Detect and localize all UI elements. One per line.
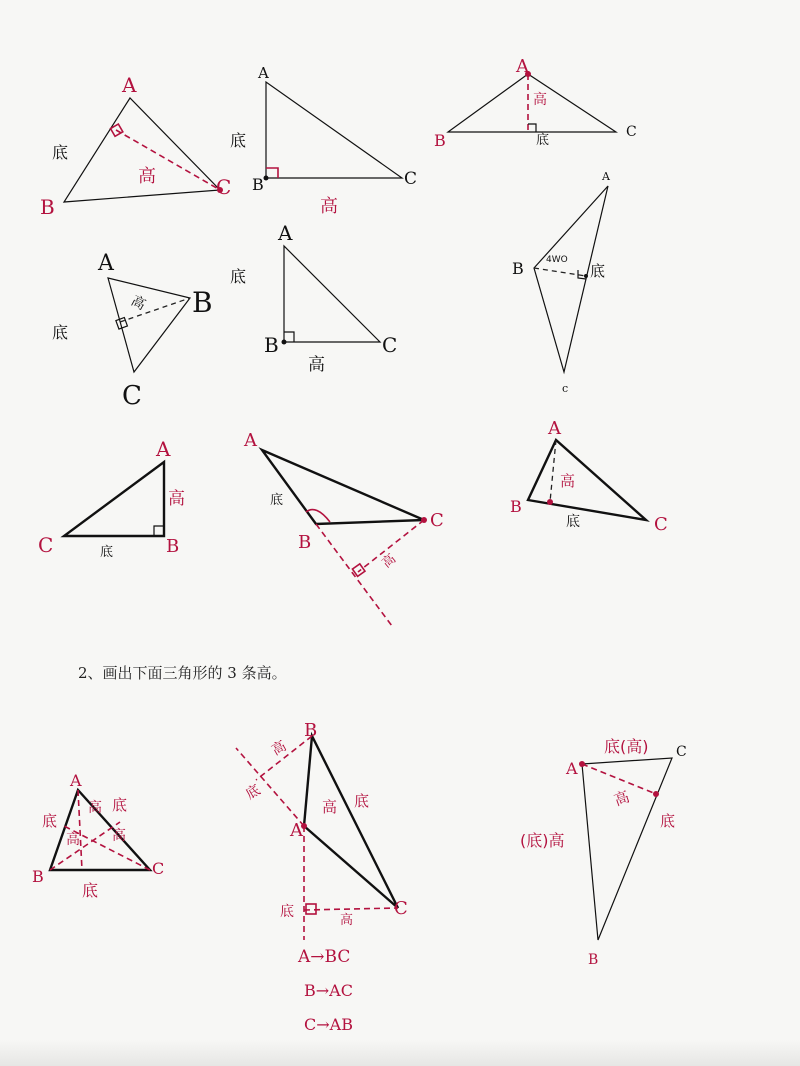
vertex-label: C [394, 898, 408, 919]
vertex-label: C [404, 169, 418, 189]
vertex-label: B [40, 195, 55, 219]
height-label: 高 [66, 832, 80, 848]
vertex-label: A [602, 170, 610, 183]
figure-4 [52, 251, 213, 411]
height-label: 高 [560, 472, 576, 490]
note-1: A→BC [298, 947, 351, 967]
base-label: 底 [82, 881, 99, 900]
vertex-label: B [434, 131, 446, 150]
figure-8 [243, 430, 444, 626]
vertex-label: A [156, 437, 171, 461]
vertex-label: B [304, 720, 318, 741]
figure-9 [510, 418, 668, 535]
height-label: 高 [533, 92, 547, 108]
vertex-label: A [98, 251, 114, 276]
height-label: 高 [322, 798, 338, 816]
height-label: 高 [269, 738, 290, 759]
figure-5 [230, 221, 397, 375]
vertex-label: A [122, 73, 137, 97]
vertex-label: C [152, 859, 165, 878]
vertex-label: A [290, 820, 303, 841]
base-label: 底 [566, 514, 580, 530]
base-label: 底 [52, 323, 69, 342]
base-label: 底 [230, 267, 247, 286]
vertex-label: A [516, 56, 529, 77]
vertex-label: B [264, 333, 279, 357]
height-label: 高 [340, 913, 354, 928]
figure-6 [512, 170, 611, 395]
figure-3 [434, 56, 637, 150]
vertex-label: B [510, 497, 522, 516]
vertex-label: C [38, 533, 54, 557]
height-label: 高 [138, 166, 156, 187]
q2-figure-c [520, 737, 687, 968]
vertex-label: A [278, 221, 293, 245]
height-label: 高 [168, 489, 185, 509]
height-label: 高 [611, 787, 632, 810]
height-label: 高 [112, 828, 126, 844]
base-label: 底 [280, 904, 294, 920]
q2-figure-a [32, 771, 164, 900]
vertex-label: A [566, 759, 578, 778]
height-label: 高 [88, 800, 102, 816]
vertex-label: B [512, 259, 524, 278]
base-height-label: 底(高) [604, 737, 649, 756]
base-label: 底 [100, 545, 114, 560]
vertex-label: B [192, 286, 213, 319]
base-label: 底 [536, 133, 550, 148]
base-label: 底 [354, 792, 370, 810]
base-label: 底 [660, 812, 676, 830]
figure-7 [38, 437, 185, 560]
vertex-label: C [382, 333, 398, 357]
base-label: 底 [42, 812, 58, 830]
height-label: 高 [308, 355, 325, 375]
vertex-label: B [32, 867, 44, 886]
base-label: 底 [590, 262, 606, 280]
vertex-label: C [122, 381, 142, 411]
vertex-label: C [626, 124, 637, 140]
vertex-label: B [588, 952, 599, 968]
vertex-label: C [216, 175, 232, 199]
base-label: 底 [112, 796, 128, 814]
height-label: 高 [379, 551, 399, 572]
vertex-label: C [430, 510, 444, 531]
vertex-label: C [676, 744, 687, 760]
base-label: 底 [52, 143, 69, 162]
vertex-label: A [548, 418, 561, 439]
vertex-label: B [252, 175, 264, 194]
vertex-label: A [258, 64, 269, 82]
vertex-label: A [70, 771, 82, 790]
vertex-label: A [244, 430, 257, 451]
vertex-label: B [166, 536, 180, 557]
question-2-heading: 2、画出下面三角形的 3 条高。 [78, 664, 287, 682]
figure-2 [230, 64, 417, 217]
vertex-label: c [562, 382, 569, 395]
note-2: B→AC [304, 981, 353, 1000]
base-label: 底 [243, 782, 264, 803]
vertex-label: C [654, 514, 668, 535]
unclear-label: 4WO [546, 255, 568, 265]
q2-notes [297, 947, 353, 1034]
height-label: 高 [128, 292, 149, 314]
figure-1 [40, 73, 231, 219]
height-label: 高 [320, 196, 338, 217]
q2-figure-b [236, 720, 408, 940]
page-edge-shadow [0, 1040, 800, 1066]
paren-base-height-label: (底)高 [520, 831, 565, 850]
vertex-label: B [298, 532, 312, 553]
base-label: 底 [230, 131, 247, 150]
note-3: C→AB [304, 1015, 353, 1034]
base-label: 底 [270, 493, 284, 508]
